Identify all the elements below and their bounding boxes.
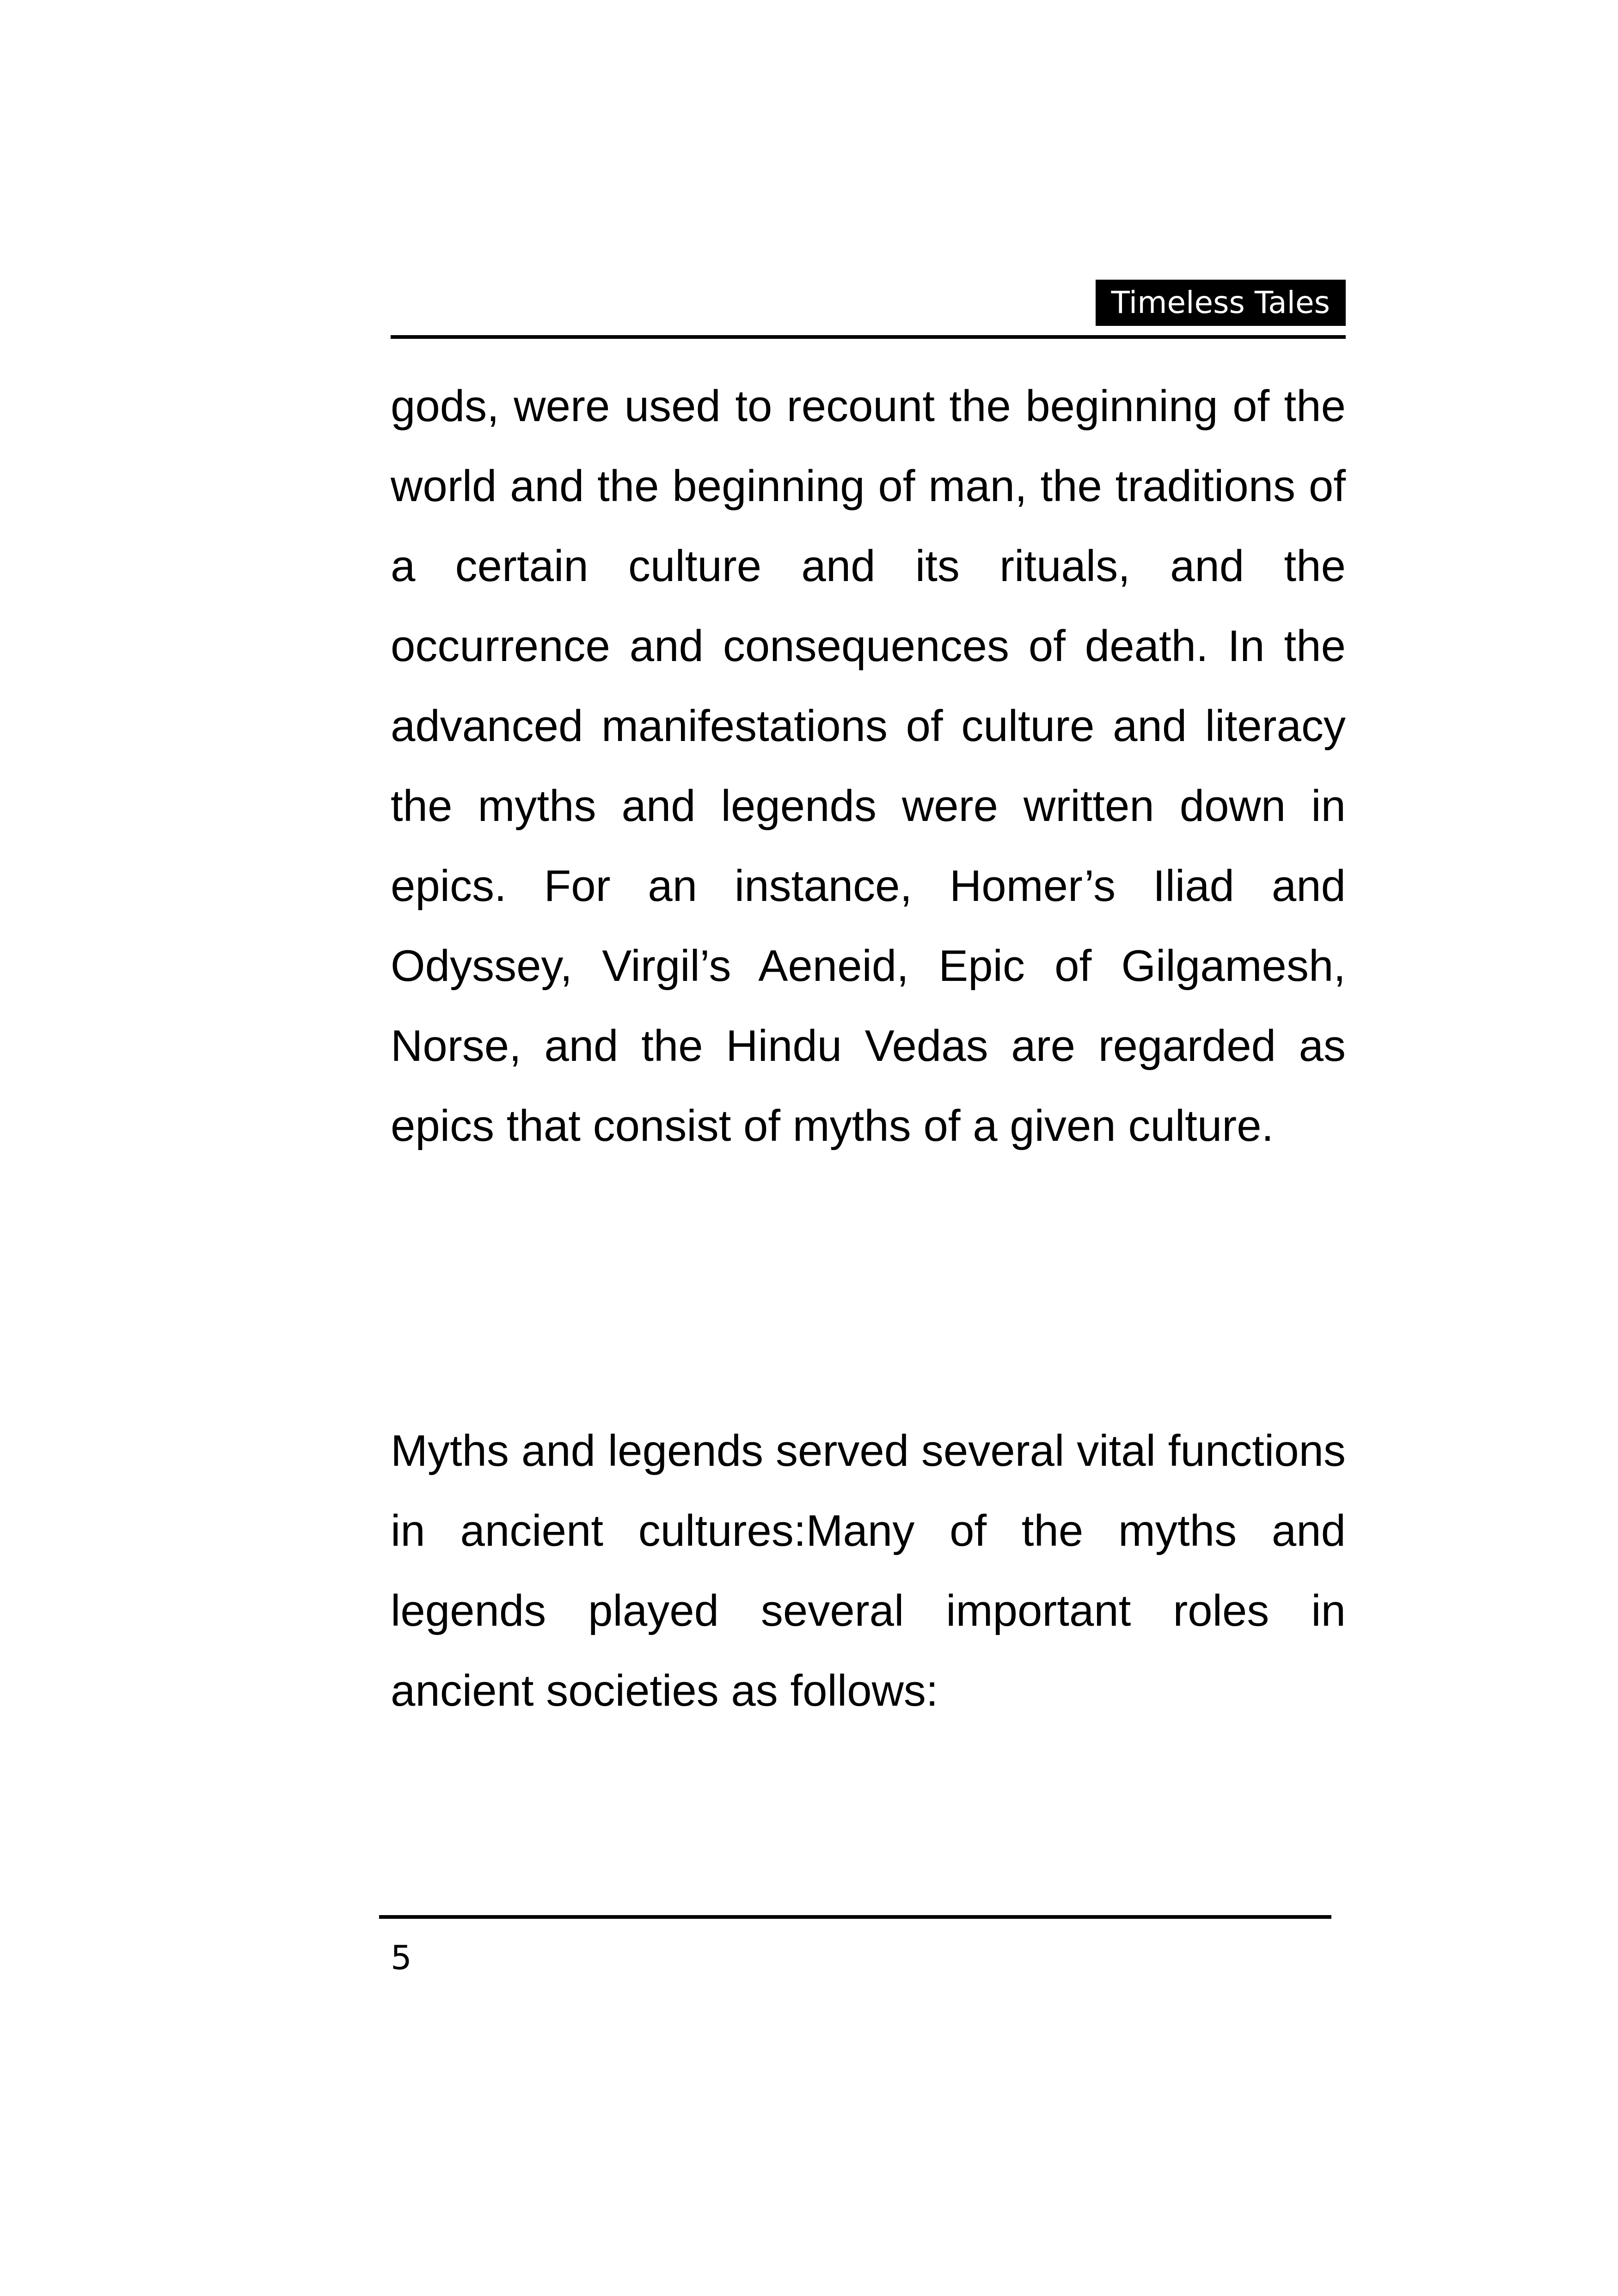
- header-rule: [391, 335, 1346, 339]
- body-paragraph: Myths and legends served several vital functions in ancient cultures:Many of the myths and legends played several important roles in ancient societies as follows:: [391, 1426, 1346, 1715]
- footer-rule: [379, 1915, 1331, 1919]
- running-header: [391, 275, 1346, 354]
- book-title-tag: Timeless Tales: [1096, 280, 1346, 326]
- page-number: 5: [391, 1938, 412, 1977]
- body-paragraph: gods, were used to recount the beginning of the world and the beginning of man, the traditions of a certain culture and its rituals, and the occurrence and consequences of death. In the advanced manifestations of culture and literacy the myths and legends were written down in epics. For an instance, Homer’s Iliad and Odyssey, Virgil’s Aeneid, Epic of Gilgamesh, Norse, and the Hindu Vedas are regarded as epics that consist of myths of a given culture.: [391, 381, 1346, 1151]
